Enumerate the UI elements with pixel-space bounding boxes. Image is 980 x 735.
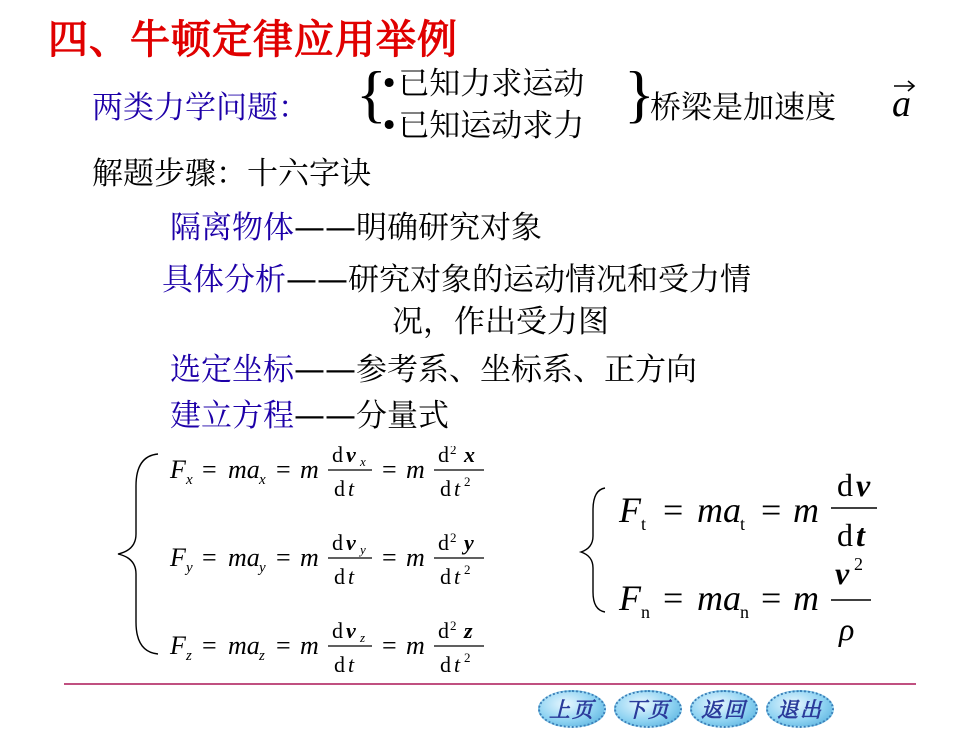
svg-text:m: m (406, 455, 425, 484)
svg-text:=: = (276, 455, 291, 484)
problem-item-force-to-motion: •已知力求运动 (380, 66, 585, 102)
svg-text:m: m (300, 631, 319, 660)
svg-text:t: t (454, 564, 461, 589)
svg-text:F: F (619, 578, 641, 618)
svg-text:d: d (440, 564, 451, 589)
svg-text:x: x (186, 472, 193, 488)
svg-text:2: 2 (450, 446, 457, 457)
svg-text:=: = (382, 543, 397, 572)
svg-text:ma: ma (228, 543, 260, 572)
svg-text:d: d (332, 530, 343, 555)
cartesian-equations (110, 446, 530, 680)
problem-item-motion-to-force: •已知运动求力 (380, 108, 585, 144)
svg-text:=: = (202, 631, 217, 660)
svg-text:F: F (170, 631, 186, 660)
step-equations: 建立方程——分量式 (170, 398, 449, 434)
equation-z (169, 618, 484, 677)
step-coordinates: 选定坐标——参考系、坐标系、正方向 (170, 352, 697, 388)
svg-text:m: m (406, 631, 425, 660)
svg-text:=: = (202, 455, 217, 484)
svg-text:d: d (334, 652, 345, 677)
svg-text:=: = (663, 490, 684, 530)
svg-text:v: v (346, 618, 356, 643)
svg-text:ma: ma (697, 578, 741, 618)
svg-text:t: t (454, 652, 461, 677)
svg-text:=: = (382, 631, 397, 660)
svg-text:t: t (740, 514, 746, 534)
svg-text:v: v (346, 446, 356, 467)
svg-text:=: = (663, 578, 684, 618)
step-analyze: 具体分析——研究对象的运动情况和受力情 (162, 262, 751, 298)
svg-text:d: d (334, 476, 345, 501)
svg-text:ρ: ρ (839, 611, 855, 647)
svg-text:=: = (202, 543, 217, 572)
svg-text:F: F (170, 543, 186, 572)
svg-text:y: y (259, 560, 266, 576)
svg-text:n: n (740, 602, 749, 622)
svg-text:F: F (619, 490, 641, 530)
svg-text:z: z (360, 630, 366, 645)
svg-text:t: t (348, 564, 355, 589)
back-button[interactable]: 返回 (690, 690, 758, 728)
svg-text:ma: ma (228, 455, 260, 484)
svg-text:m: m (300, 455, 319, 484)
svg-text:2: 2 (450, 618, 457, 633)
svg-text:2: 2 (464, 474, 471, 489)
exit-button[interactable]: 退出 (766, 690, 834, 728)
svg-text:m: m (406, 543, 425, 572)
equation-normal (618, 554, 871, 647)
svg-text:ma: ma (697, 490, 741, 530)
steps-heading: 解题步骤：十六字诀 (92, 156, 371, 192)
svg-text:x: x (464, 446, 475, 467)
next-page-button[interactable]: 下页 (614, 690, 682, 728)
svg-text:d: d (438, 618, 449, 643)
right-brace: } (624, 58, 655, 129)
svg-text:n: n (641, 602, 650, 622)
problems-label: 两类力学问题： (92, 90, 309, 126)
svg-text:ma: ma (228, 631, 260, 660)
bridge-text: 桥梁是加速度 (650, 90, 836, 126)
svg-text:F: F (170, 455, 186, 484)
svg-text:d: d (837, 467, 853, 503)
svg-text:2: 2 (464, 650, 471, 665)
svg-text:t: t (348, 476, 355, 501)
page-title: 四、牛顿定律应用举例 (48, 17, 458, 63)
svg-text:=: = (382, 455, 397, 484)
svg-text:d: d (332, 446, 343, 467)
svg-text:t: t (856, 517, 865, 553)
svg-text:2: 2 (854, 554, 863, 574)
svg-text:t: t (348, 652, 355, 677)
svg-text:d: d (837, 517, 853, 553)
svg-text:2: 2 (450, 530, 457, 545)
prev-page-button[interactable]: 上页 (538, 690, 606, 728)
natural-equations (575, 460, 895, 660)
svg-text:y: y (186, 560, 193, 576)
equation-tangential (618, 467, 877, 553)
left-brace: { (356, 58, 387, 129)
svg-text:m: m (793, 578, 819, 618)
svg-text:v: v (346, 530, 356, 555)
svg-text:x: x (259, 472, 266, 488)
svg-text:m: m (300, 543, 319, 572)
svg-text:d: d (438, 530, 449, 555)
svg-text:v: v (856, 467, 871, 503)
svg-text:d: d (332, 618, 343, 643)
svg-text:d: d (438, 446, 449, 467)
step-isolate: 隔离物体——明确研究对象 (170, 210, 542, 246)
svg-text:z: z (259, 648, 265, 664)
svg-text:y: y (360, 542, 366, 557)
svg-text:v: v (835, 555, 850, 591)
svg-text:x: x (360, 454, 366, 469)
svg-text:m: m (793, 490, 819, 530)
svg-text:2: 2 (464, 562, 471, 577)
step-analyze-continued: 况，作出受力图 (392, 304, 609, 340)
svg-text:z: z (186, 648, 192, 664)
svg-text:t: t (641, 514, 647, 534)
svg-text:t: t (454, 476, 461, 501)
svg-text:y: y (464, 530, 474, 555)
footer-divider (64, 683, 916, 685)
svg-text:d: d (440, 476, 451, 501)
svg-text:z: z (464, 618, 473, 643)
svg-text:d: d (334, 564, 345, 589)
equation-y (169, 530, 484, 589)
svg-text:=: = (276, 543, 291, 572)
svg-text:=: = (276, 631, 291, 660)
svg-text:=: = (761, 490, 782, 530)
acceleration-vector-symbol: a (890, 78, 920, 122)
svg-text:=: = (761, 578, 782, 618)
equation-x (169, 446, 484, 501)
svg-text:d: d (440, 652, 451, 677)
